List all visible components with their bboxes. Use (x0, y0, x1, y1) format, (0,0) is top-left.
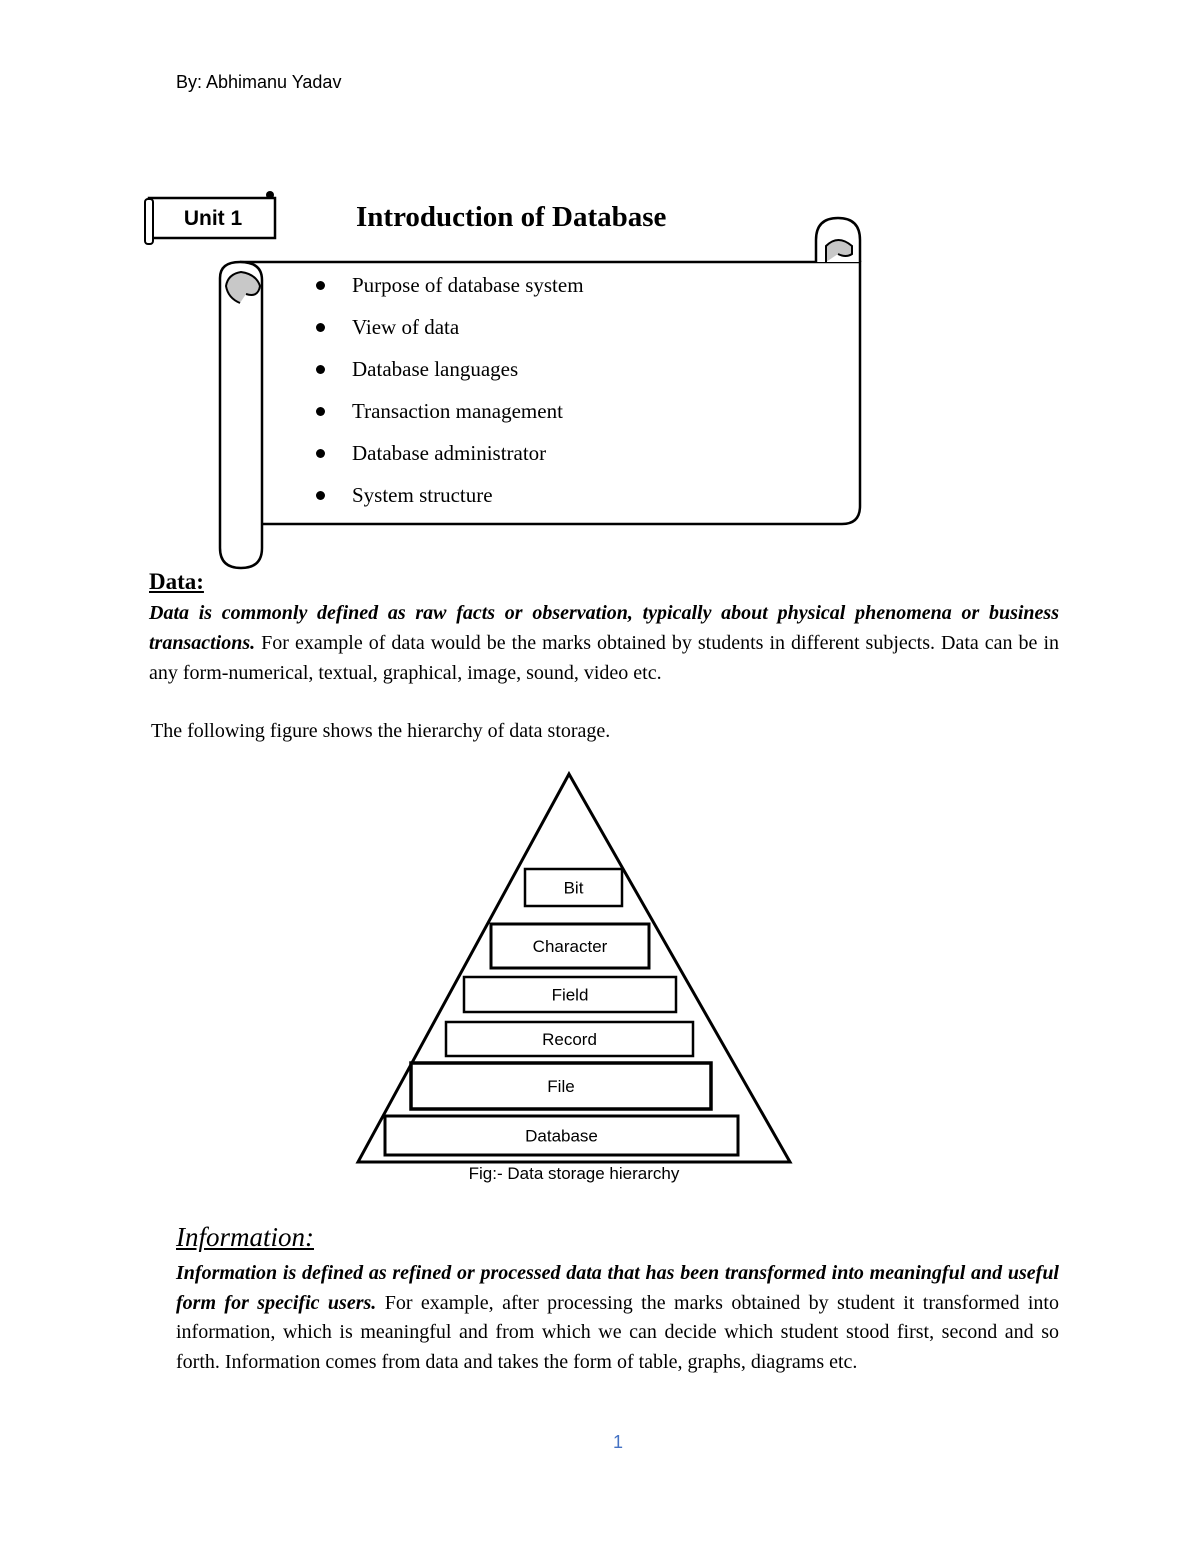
page-number: 1 (612, 1432, 623, 1452)
topic-label: Purpose of database system (352, 273, 584, 297)
information-body: For example, after processing the marks obtained by student it transformed into information, which is meaningful and from which we can decide which student stood first, second and so forth. Information comes from data and takes the form of table, graphs, diagrams etc. (176, 1291, 1059, 1373)
bullet-icon (316, 365, 325, 374)
unit-label: Unit 1 (183, 207, 243, 230)
information-definition: Information is defined as refined or processed data that has been transformed into meaningful and useful form for specific users. (176, 1262, 1059, 1314)
bullet-icon (316, 323, 325, 332)
figure-intro: The following figure shows the hierarchy of data storage. (151, 720, 611, 742)
topic-label: System structure (352, 483, 493, 507)
hierarchy-level-label: Character (532, 937, 608, 956)
list-item (316, 312, 584, 354)
list-item (316, 480, 584, 522)
information-paragraph (176, 1259, 1059, 1377)
bullet-icon (316, 449, 325, 458)
topic-label: Database languages (352, 357, 519, 381)
data-paragraph (149, 598, 1059, 688)
data-storage-hierarchy-diagram (350, 765, 800, 1170)
header-author: By: Abhimanu Yadav (176, 72, 342, 92)
topic-label: Database administrator (352, 441, 547, 465)
unit-title: Introduction of Database (356, 201, 667, 233)
topic-label: Transaction management (352, 399, 563, 423)
figure-caption: Fig:- Data storage hierarchy (468, 1164, 680, 1183)
topic-list (316, 270, 584, 522)
data-body: For example of data would be the marks obtained by students in different subjects. Data can be in any form-numerical, textual, graphical, image, sound, video etc. (149, 632, 1059, 684)
data-definition: Data is commonly defined as raw facts or observation, typically about physical phenomena or business transactions. (149, 602, 1059, 654)
bullet-icon (316, 491, 325, 500)
bullet-icon (316, 407, 325, 416)
hierarchy-level-label: File (547, 1077, 575, 1096)
data-heading: Data: (149, 569, 204, 594)
list-item (316, 270, 584, 312)
hierarchy-level-label: Record (542, 1030, 597, 1049)
hierarchy-level-label: Field (551, 985, 589, 1005)
information-heading: Information: (176, 1222, 314, 1252)
hierarchy-level-label: Bit (563, 878, 584, 898)
list-item (316, 438, 584, 480)
list-item (316, 354, 584, 396)
bullet-icon (316, 281, 325, 290)
list-item (316, 396, 584, 438)
hierarchy-level-label: Database (525, 1126, 598, 1146)
topic-label: View of data (352, 315, 460, 339)
